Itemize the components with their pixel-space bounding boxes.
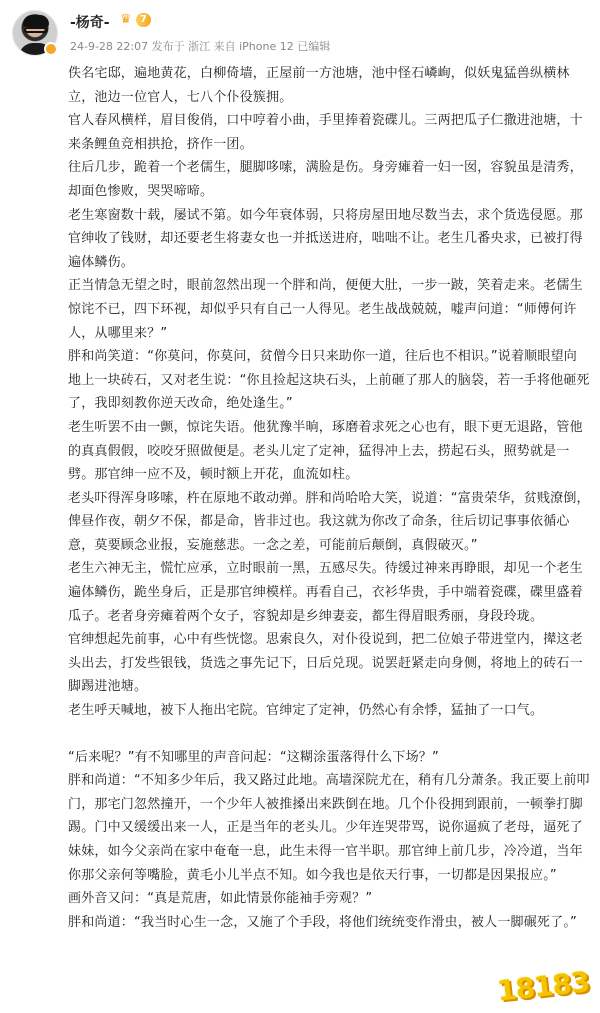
verified-badge-icon	[44, 42, 58, 56]
paragraph: 佚名宅邸，遍地黄花，白柳倚墙，正屋前一方池塘，池中怪石嶙峋，似妖鬼猛兽纵横林立，池边一位官人，七八个仆役簇拥。	[68, 66, 570, 105]
paragraph: 胖和尚道：“不知多少年后，我又路过此地。高墙深院尤在，稍有几分萧条。我正要上前叩门，那宅门忽然撞开，一个少年人被推搡出来跌倒在地。几个仆役拥到跟前，一顿拳打脚踢。门中又缓缓出来一人，正是当年的老头儿。少年连哭带骂，说你逼疯了老母，逼死了妹妹，如今父亲尚在家中奄奄一息，此生未得一官半职。那官绅上前几步，冷冷道，当年你那父亲何等嘴脸，黄毛小儿半点不知。如今我也是依天行事，一切都是因果报应。”	[68, 773, 590, 883]
crown-icon: ♛	[120, 12, 132, 27]
username[interactable]: -杨奇-	[70, 15, 110, 31]
paragraph: 正当情急无望之时，眼前忽然出现一个胖和尚，便便大肚，一步一跛，笑着走来。老儒生惊诧不已，四下环视，却似乎只有自己一人得见。老生战战兢兢，嘘声问道：“师傅何许人，从哪里来？”	[68, 278, 583, 341]
vip-level-badge[interactable]: 7	[136, 13, 151, 27]
paragraph: 官绅想起先前事，心中有些恍惚。思索良久，对仆役说到，把二位娘子带进堂内，撵这老头出去，打发些银钱，货选之事先记下，日后兑现。说罢赶紧走向身侧，将地上的砖石一脚踢进池塘。	[68, 632, 583, 695]
post-body	[68, 62, 590, 934]
watermark-text: 18183	[495, 964, 591, 1008]
paragraph: 画外音又问：“真是荒唐，如此情景你能袖手旁观？”	[68, 891, 373, 907]
paragraph: 老生呼天喊地，被下人拖出宅院。官绅定了定神，仍然心有余悸，猛抽了一口气。	[68, 703, 544, 719]
avatar-hair	[23, 15, 49, 27]
paragraph: “后来呢？”有不知哪里的声音问起：“这糊涂蛋落得什么下场？”	[68, 749, 439, 765]
paragraph: 往后几步，跪着一个老儒生，腿脚哆嗦，满脸是伤。身旁瘫着一妇一囡，容貌虽是清秀，却面色惨败，哭哭啼啼。	[68, 160, 583, 199]
paragraph: 老头吓得浑身哆嗦，杵在原地不敢动弹。胖和尚哈哈大笑，说道：“富贵荣华，贫贱潦倒，俾昼作夜，朝夕不保，都是命，皆非过也。我这就为你改了命条，往后切记事事依循心意，莫要顾念业报，妄施慈悲。一念之差，可能前后颠倒，真假破灭。”	[68, 490, 590, 553]
paragraph: 胖和尚笑道：“你莫问，你莫问，贫僧今日只来助你一道，往后也不相识。”说着顺眼望向地上一块砖石，又对老生说：“你且捡起这块石头，上前砸了那人的脑袋，若一手将他砸死了，我即刻教你逆天改命，绝处逢生。”	[68, 349, 590, 412]
site-watermark-logo	[494, 966, 592, 1006]
paragraph: 老生听罢不由一颤，惊诧失语。他犹豫半晌，琢磨着求死之心也有，眼下更无退路，管他的真真假假，咬咬牙照做便是。老头儿定了定神，猛得冲上去，捞起石头，照势就是一劈。那官绅一应不及，顿时额上开花，血流如柱。	[68, 419, 583, 483]
post-header	[0, 0, 600, 60]
post-meta: 24-9-28 22:07 发布于 浙江 来自 iPhone 12 已编辑	[70, 40, 331, 53]
paragraph-spacer	[68, 723, 590, 746]
paragraph: 老生六神无主，慌忙应承，立时眼前一黑，五感尽失。待缓过神来再睁眼，却见一个老生遍体鳞伤，跪坐身后，正是那官绅模样。再看自己，衣衫华贵，手中端着瓷碟，碟里盛着瓜子。老者身旁瘫着两个女子，容貌却是乡绅妻妾，都生得眉眼秀丽，身段玲珑。	[68, 561, 583, 624]
avatar-glasses	[24, 27, 48, 33]
paragraph: 胖和尚道：“我当时心生一念，又施了个手段，将他们统统变作滑虫，被人一脚碾死了。”	[68, 914, 577, 930]
paragraph: 老生寒窗数十载，屡试不第。如今年衰体弱，只将房屋田地尽数当去，求个货选侵愿。那官绅收了钱财，却还要老生将妻女也一并抵送进府，咄咄不让。老生几番央求，已被打得遍体鳞伤。	[68, 207, 583, 270]
paragraph: 官人春风横样，眉目俊俏，口中哼着小曲，手里捧着瓷碟儿。三两把瓜子仁撒进池塘，十来条鲤鱼竞相拱抢，挤作一团。	[68, 113, 583, 152]
